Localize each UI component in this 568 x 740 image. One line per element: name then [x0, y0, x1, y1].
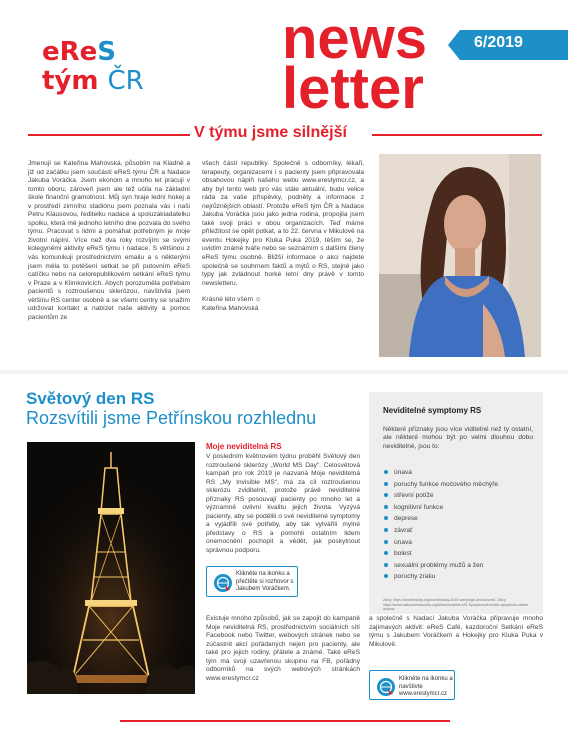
article-column-1 — [28, 160, 190, 330]
symptom-item: poruchy zraku — [383, 571, 533, 583]
symptom-item: kognitivní funkce — [383, 502, 533, 514]
symptom-item: únava — [383, 467, 533, 479]
source-note: Zdroj: https://worldmsday.org/worldmsday-2019-campaign-announced/. Zdroj: https://www.nationalmssociety.org/News/Invisible-MS-Symptoms/invisible-symptoms-visible-actions — [383, 598, 530, 612]
campaign-paragraph: V posledním květnovém týdnu proběhl Světový den roztroušené sklerózy „World MS Day“. Celosvětová kampaň pro rok 2019 je nazvaná Moje neviditelná RS „My Invisible MS“, má za cíl roztroušenou sklerózu zviditelnit, protože právě neviditelné příznaky RS posouvají pacienty po mnoho let a významně ovlivní kvalitu jejich života. Vyzývá pacienty, aby se podělili o své neviditelné symptomy a vyjádřili své potřeby, aby tak vytvářili mylné představy o RS a pomohli ostatním lidem onemocnění pochopit a vědět, jak poskytnout správnou podporu. — [206, 453, 360, 555]
symptom-item: sexuální problémy mužů a žen — [383, 560, 533, 572]
section-2-title: Světový den RS — [26, 389, 155, 408]
greeting: Krásné léto všem ☺ — [202, 296, 262, 304]
interview-link-text[interactable]: Klikněte na ikonku a přečtěte si rozhovor s Jakubem Voráčkem. — [236, 571, 294, 592]
web-link-icon[interactable] — [376, 677, 396, 697]
website-link-box[interactable] — [369, 670, 455, 700]
section-title: V týmu jsme silnější — [190, 124, 351, 142]
symptom-item: únava — [383, 537, 533, 549]
symptom-item: poruchy funkce močového měchýře — [383, 479, 533, 491]
symptom-item: závrať — [383, 525, 533, 537]
issue-number: 6/2019 — [474, 34, 523, 51]
column-1-text: Jmenují se Kateřina Mahovská, působím na Kladně a již od začátku jsem součástí eReS týmu ČR a Nadace Jakuba Voráčka. Jsem ekonom a mnoho let pracuji v tomto oboru, zároveň jsem ale též učila na základní škole finanční gramotnost. Můj syn hraje lední hokej a v prostředí zimního stadiónu jsem poznala vás i naši Petru Klausovou, ředitelku nadace a spoluzakladatelku spolku, která mě jednoho letního dne pozvala do svého týmu. Pracovat s lidmi a pomáhat potřebným je moje životní náplní. Více než dva roky rozvíjím se svými kolegyněmi aktivity eReS týmu i nadace. S většinou z vás komunikuji prostřednictvím emailu a s některými jsem měla to potěšení setkat se při putovním eReS catíčku nebo na celorepublikovém setkání eReS týmu v Praze a v Klimkovicích. Abych porozuměla potřebám pacientů s roztroušenou sklerózou, navštívila jsem většinu RS center osobně a se všemi centry se snažím udržovat kontakt a nabízet naše aktivity a pomoc pacientům ze — [28, 160, 190, 321]
article-subheading: Moje neviditelná RS — [206, 442, 282, 451]
campaign-paragraph-3: a společně s Nadací Jakuba Voráčka připravuje mnoho zajímavých aktivit: eReS Café, kazdoroční Setkání eReS týmu s Jakubem Voráčkem a Hokejky pro Kluka Puka v Mikulově. — [369, 615, 543, 648]
heading-rule-right — [372, 134, 542, 136]
website-link-text[interactable]: Klikněte na ikonku a navštivte www.erestymcr.cz — [399, 676, 453, 697]
title-letter: letter — [282, 56, 424, 121]
campaign-paragraph-2: Existuje mnoho způsobů, jak se zapojit do kampaně Moje neviditelná RS, prostřednictvím sociálních sítí Facebook nebo Twitter, webových stránek nebo se zúčastnit akcí pořádaných nejen pro pacienty, ale také pro jejich rodiny, přátele a známé. Také eReS tým má svoji uzavřenou skupinu na FB, pořádný odborníků na svých webových stránkách www.erestymcr.cz — [206, 615, 360, 682]
heading-rule-left — [28, 134, 190, 136]
portrait-illustration — [379, 154, 541, 357]
column-2-text: všech částí republiky. Společně s odborníky, lékaři, terapeuty, organizacemi i s pacienty jsem připravovala obsahovou náplň našeho webu www.erestymcr.cz, a aby byl tento web pro vás stále aktuální, budu velice ráda za vaše příspěvky, podněty a informace z nejrůznějších oblastí. Protože eReS tým ČR a Nadace Jakuba Voráčka jsou jako jedna rodina, propojila jsem také svoji práci v obou organizacích. Teď máme příležitost se opět potkat, a to 22. června v Mikulově na eventu Hokejky pro Kluka Puka 2019, těším se, že uvidím známé tváře nebo se seznámím s dalšími členy eReS týmu osobně. Bližší informace o akci najdete společně se souhrnem faktů a mýtů o RS, stejně jako typy jak zvládnout horké letní dny právě v tomto newsletteru. — [202, 160, 364, 287]
symptoms-box — [369, 392, 543, 614]
logo-line1: eReS — [42, 37, 117, 67]
campaign-text-3 — [369, 615, 543, 657]
title-news: news — [282, 6, 428, 71]
symptoms-title: Neviditelné symptomy RS — [383, 406, 482, 415]
symptom-item: bolest — [383, 548, 533, 560]
section-2-subtitle: Rozsvítili jsme Petřínskou rozhlednu — [26, 408, 317, 428]
world-ms-day-text — [206, 453, 360, 564]
web-link-icon[interactable] — [213, 573, 233, 593]
petrin-tower-photo — [27, 442, 195, 694]
symptoms-intro: Některé příznaky jsou více viditelné než ty ostatní, ale některé mohou být po velmi dlouhou dobu neviditelné, jsou to: — [383, 426, 533, 450]
tower-illustration — [27, 442, 195, 694]
article-column-2 — [202, 160, 364, 321]
author-photo — [379, 154, 541, 357]
logo — [42, 38, 144, 96]
section-divider — [0, 370, 568, 374]
symptom-item: střevní potíže — [383, 490, 533, 502]
symptom-item: deprese — [383, 513, 533, 525]
author-signature: Kateřina Mahovská — [202, 304, 259, 312]
logo-line2: tým ČR — [42, 66, 144, 96]
footer-rule — [120, 720, 450, 722]
symptoms-list — [383, 467, 533, 583]
interview-link-box[interactable] — [206, 566, 298, 597]
campaign-text-2 — [206, 615, 360, 691]
newsletter-title — [282, 6, 428, 121]
